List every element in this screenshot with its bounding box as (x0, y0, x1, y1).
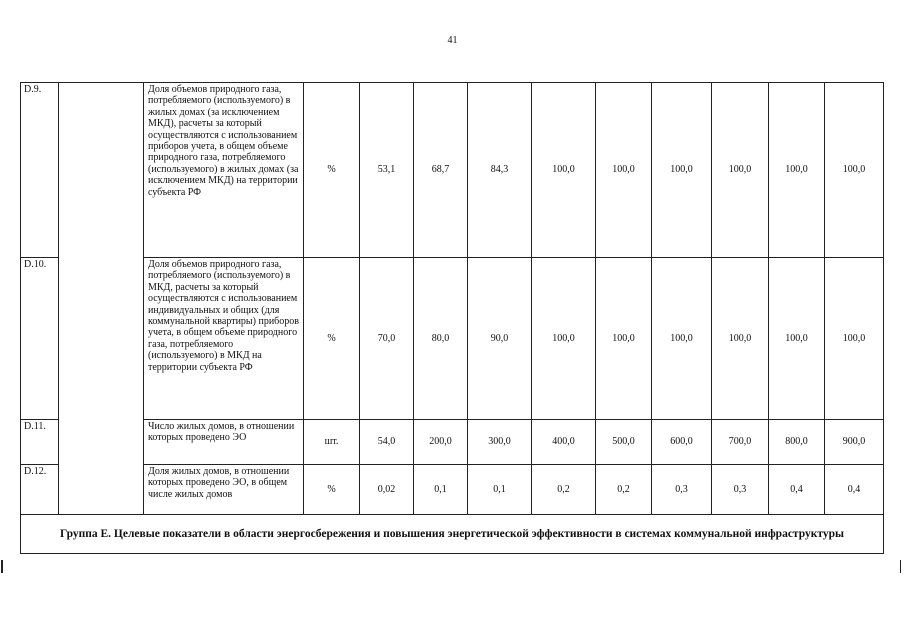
row-value: 53,1 (360, 83, 414, 258)
row-unit: % (304, 83, 360, 258)
row-value: 100,0 (652, 258, 712, 420)
row-code: D.10. (21, 258, 59, 420)
row-value: 100,0 (712, 258, 769, 420)
row-value: 0,4 (769, 465, 825, 515)
row-value: 0,1 (414, 465, 468, 515)
row-value: 0,3 (652, 465, 712, 515)
row-code: D.11. (21, 420, 59, 465)
left-edge-mark (1, 560, 3, 573)
row-value: 84,3 (468, 83, 532, 258)
row-value: 100,0 (769, 83, 825, 258)
row-value: 70,0 (360, 258, 414, 420)
row-value: 54,0 (360, 420, 414, 465)
row-description: Доля жилых домов, в отношении которых проведено ЭО, в общем числе жилых домов (144, 465, 304, 515)
row-value: 100,0 (769, 258, 825, 420)
row-value: 100,0 (532, 258, 596, 420)
row-value: 100,0 (652, 83, 712, 258)
table-row (21, 465, 884, 515)
row-value: 600,0 (652, 420, 712, 465)
row-value: 100,0 (825, 258, 884, 420)
row-value: 100,0 (825, 83, 884, 258)
row-value: 0,2 (596, 465, 652, 515)
row-value: 80,0 (414, 258, 468, 420)
row-description: Доля объемов природного газа, потребляемого (используемого) в МКД, расчеты за который осуществляются с использованием индивидуальных и общих (для коммунальной квартиры) приборов учета, в общем объеме природного газа, потребляемого (используемого) в МКД на территории субъекта РФ (144, 258, 304, 420)
empty-column-cell (59, 83, 144, 515)
row-value: 200,0 (414, 420, 468, 465)
right-edge-mark (900, 560, 901, 573)
row-value: 0,1 (468, 465, 532, 515)
group-heading-row (21, 515, 884, 554)
row-value: 0,4 (825, 465, 884, 515)
row-unit: шт. (304, 420, 360, 465)
row-value: 100,0 (596, 83, 652, 258)
indicators-table (20, 82, 884, 554)
row-value: 300,0 (468, 420, 532, 465)
row-value: 400,0 (532, 420, 596, 465)
row-value: 500,0 (596, 420, 652, 465)
row-value: 800,0 (769, 420, 825, 465)
row-value: 0,02 (360, 465, 414, 515)
row-unit: % (304, 465, 360, 515)
row-value: 700,0 (712, 420, 769, 465)
row-value: 0,2 (532, 465, 596, 515)
row-value: 100,0 (712, 83, 769, 258)
row-description: Доля объемов природного газа, потребляемого (используемого) в жилых домах (за исключением МКД), расчеты за который осуществляются с использованием приборов учета, в общем объеме природного газа, потребляемого (используемого) в жилых домах (за исключением МКД) на территории субъекта РФ (144, 83, 304, 258)
row-code: D.9. (21, 83, 59, 258)
row-value: 90,0 (468, 258, 532, 420)
row-unit: % (304, 258, 360, 420)
row-value: 100,0 (596, 258, 652, 420)
page-number: 41 (447, 35, 458, 46)
row-value: 900,0 (825, 420, 884, 465)
row-value: 100,0 (532, 83, 596, 258)
table-row (21, 258, 884, 420)
row-value: 68,7 (414, 83, 468, 258)
row-description: Число жилых домов, в отношении которых проведено ЭО (144, 420, 304, 465)
group-heading: Группа E. Целевые показатели в области энергосбережения и повышения энергетической эффективности в системах коммунальной инфраструктуры (21, 515, 884, 554)
table-row (21, 420, 884, 465)
row-code: D.12. (21, 465, 59, 515)
table-row (21, 83, 884, 258)
row-value: 0,3 (712, 465, 769, 515)
